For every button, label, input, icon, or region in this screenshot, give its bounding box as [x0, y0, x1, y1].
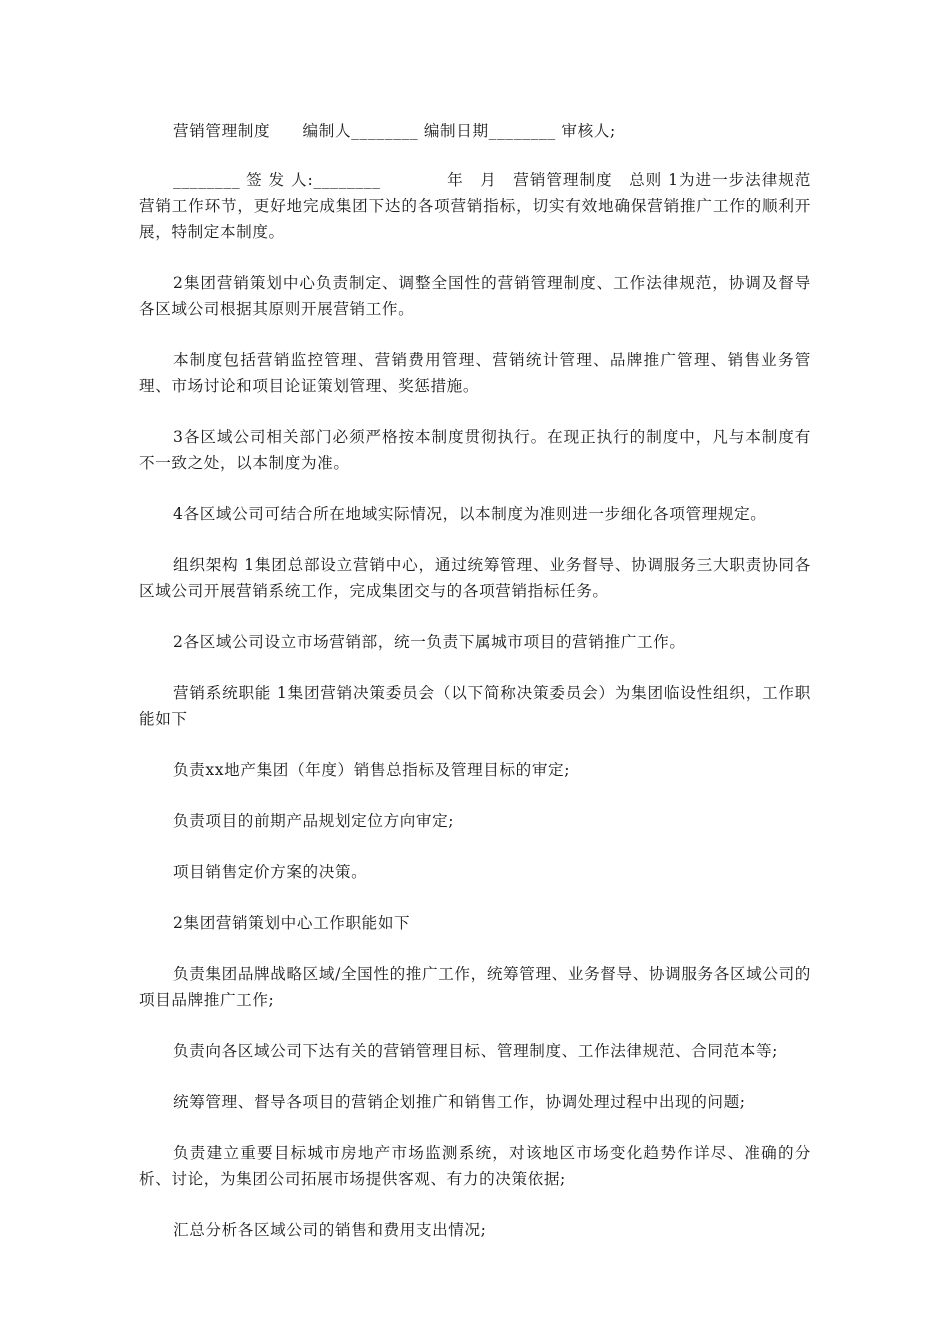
list-item: 负责xx地产集团（年度）销售总指标及管理目标的审定;	[173, 761, 571, 779]
document-header-line: 营销管理制度 编制人________ 编制日期________ 审核人;	[173, 122, 616, 140]
list-item: 负责项目的前期产品规划定位方向审定;	[173, 812, 455, 830]
list-item: 统筹管理、督导各项目的营销企划推广和销售工作，协调处理过程中出现的问题;	[173, 1093, 746, 1111]
list-item: 项目销售定价方案的决策。	[173, 863, 368, 881]
list-item: 汇总分析各区域公司的销售和费用支出情况;	[173, 1221, 487, 1239]
document-body	[139, 118, 811, 1268]
marketing-functions-paragraph: 营销系统职能 1集团营销决策委员会（以下简称决策委员会）为集团临设性组织，工作职能如下	[139, 684, 811, 728]
paragraph-3: 3各区域公司相关部门必须严格按本制度贯彻执行。在现正执行的制度中，凡与本制度有不一致之处，以本制度为准。	[139, 428, 811, 472]
paragraph-2: 2集团营销策划中心负责制定、调整全国性的营销管理制度、工作法律规范，协调及督导各区域公司根据其原则开展营销工作。	[139, 274, 811, 318]
organization-paragraph-2: 2各区域公司设立市场营销部，统一负责下属城市项目的营销推广工作。	[173, 633, 686, 651]
list-item: 负责向各区域公司下达有关的营销管理目标、管理制度、工作法律规范、合同范本等;	[173, 1042, 779, 1060]
list-item: 负责建立重要目标城市房地产市场监测系统，对该地区市场变化趋势作详尽、准确的分析、讨论，为集团公司拓展市场提供客观、有力的决策依据;	[139, 1144, 811, 1188]
list-item: 负责集团品牌战略区域/全国性的推广工作，统筹管理、业务督导、协调服务各区域公司的项目品牌推广工作;	[139, 965, 811, 1009]
paragraph-4: 4各区域公司可结合所在地域实际情况，以本制度为准则进一步细化各项管理规定。	[173, 505, 767, 523]
general-principles-paragraph: ________ 签 发 人:________ 年 月 营销管理制度 总则 1为进一步法律规范营销工作环节，更好地完成集团下达的各项营销指标，切实有效地确保营销推广工作的顺利开展，特制定本制度。	[139, 171, 811, 241]
organization-paragraph: 组织架构 1集团总部设立营销中心，通过统筹管理、业务督导、协调服务三大职责协同各区域公司开展营销系统工作，完成集团交与的各项营销指标任务。	[139, 556, 811, 600]
paragraph-scope: 本制度包括营销监控管理、营销费用管理、营销统计管理、品牌推广管理、销售业务管理、市场讨论和项目论证策划管理、奖惩措施。	[139, 351, 811, 395]
planning-center-functions-heading: 2集团营销策划中心工作职能如下	[173, 914, 411, 932]
